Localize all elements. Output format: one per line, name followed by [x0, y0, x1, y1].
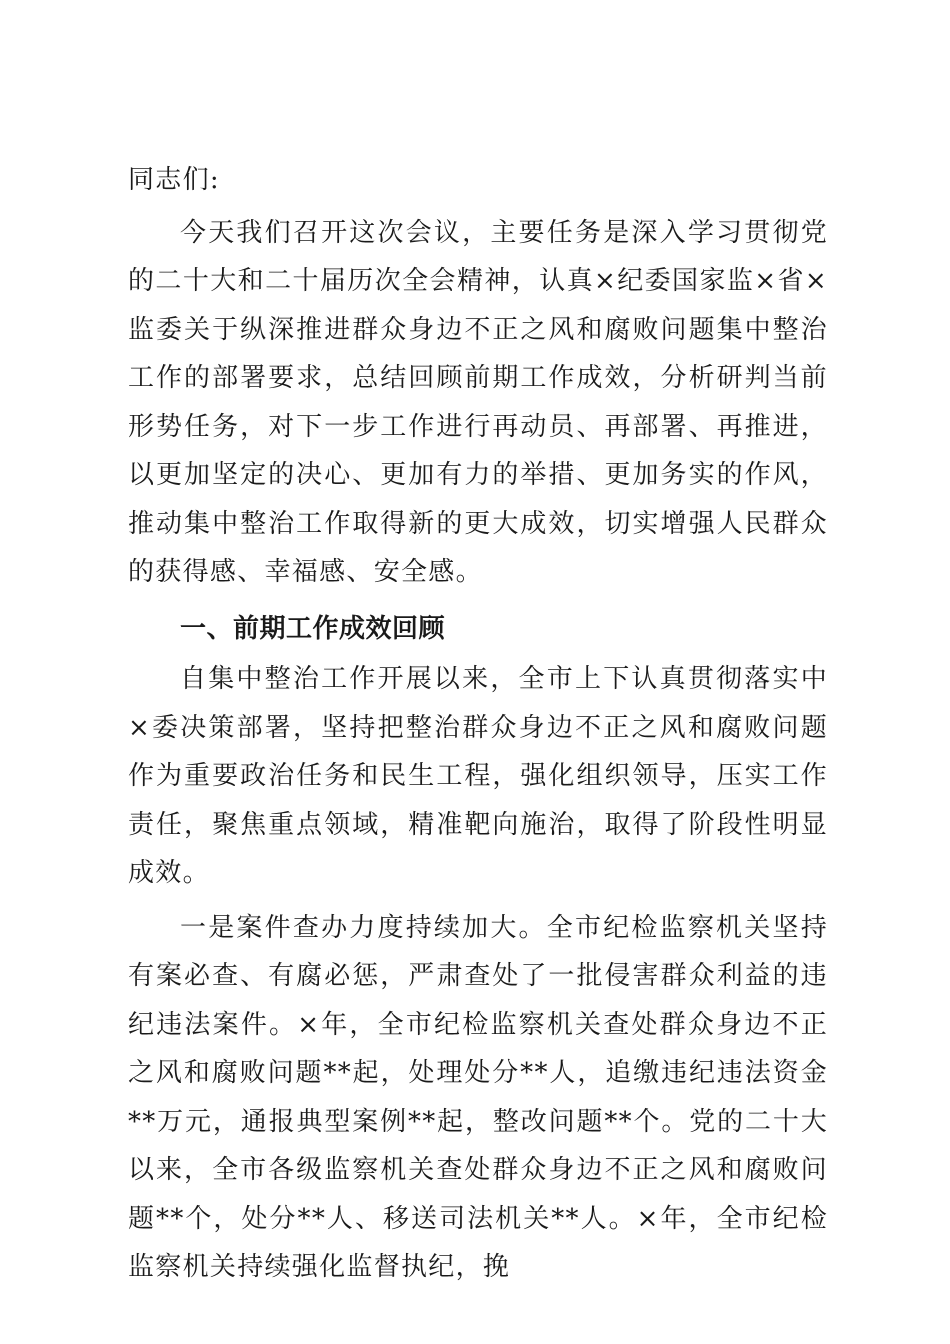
document-body — [128, 156, 828, 1292]
case-investigation-paragraph: 一是案件查办力度持续加大。全市纪检监察机关坚持有案必查、有腐必惩，严肃查处了一批侵害群众利益的违纪违法案件。×年，全市纪检监察机关查处群众身边不正之风和腐败问题**起，处理处分**人，追缴违纪违法资金**万元，通报典型案例**起，整改问题**个。党的二十大以来，全市各级监察机关查处群众身边不正之风和腐败问题**个，处分**人、移送司法机关**人。×年，全市纪检监察机关持续强化监督执纪，挽 — [128, 912, 828, 1282]
review-paragraph: 自集中整治工作开展以来，全市上下认真贯彻落实中×委决策部署，坚持把整治群众身边不正之风和腐败问题作为重要政治任务和民生工程，强化组织领导，压实工作责任，聚焦重点领域，精准靶向施治，取得了阶段性明显成效。 — [128, 664, 828, 888]
opening-paragraph: 今天我们召开这次会议，主要任务是深入学习贯彻党的二十大和二十届历次全会精神，认真×纪委国家监×省×监委关于纵深推进群众身边不正之风和腐败问题集中整治工作的部署要求，总结回顾前期工作成效，分析研判当前形势任务，对下一步工作进行再动员、再部署、再推进，以更加坚定的决心、更加有力的举措、更加务实的作风，推动集中整治工作取得新的更大成效，切实增强人民群众的获得感、幸福感、安全感。 — [128, 217, 828, 587]
salutation: 同志们: — [128, 165, 220, 195]
section-heading: 一、前期工作成效回顾 — [180, 613, 446, 644]
